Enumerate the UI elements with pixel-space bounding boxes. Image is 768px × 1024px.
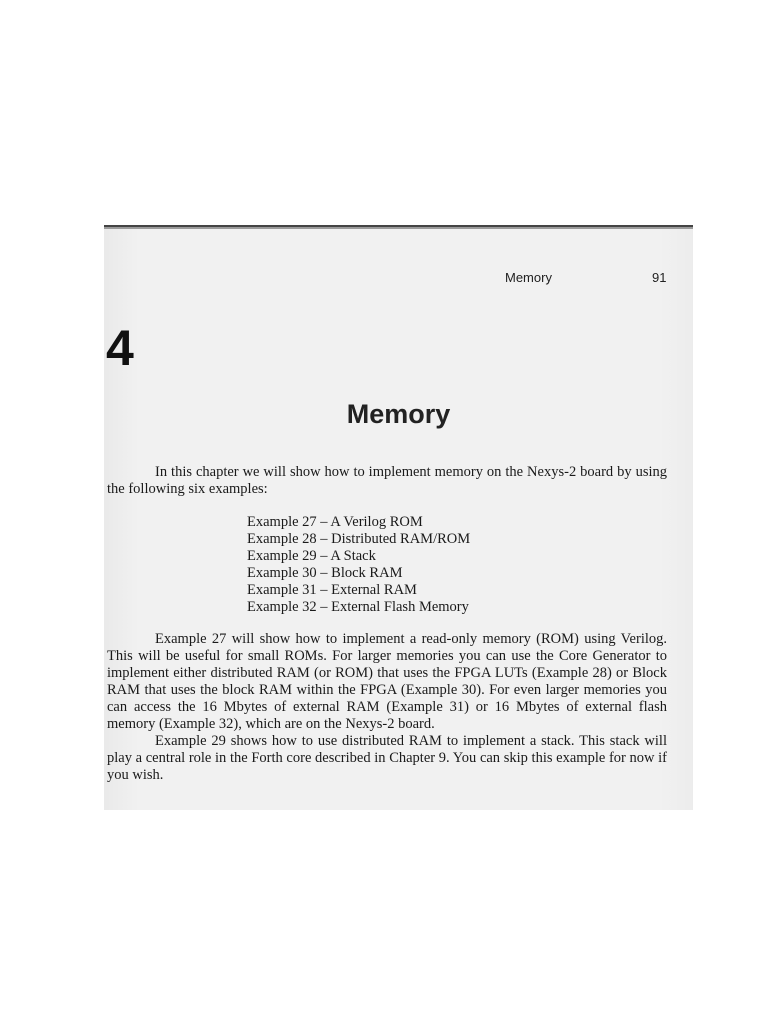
example-list [247,514,470,616]
list-item: Example 27 – A Verilog ROM [247,514,423,530]
body-paragraph: Example 29 shows how to use distributed RAM to implement a stack. This stack will play a central role in the Forth core described in Chapter 9. You can skip this example for now if you wish. [107,733,667,783]
chapter-number: 4 [106,320,134,376]
running-head-title: Memory [505,270,552,285]
intro-paragraph: In this chapter we will show how to implement memory on the Nexys-2 board by using the following six examples: [107,464,667,497]
top-rule [104,225,693,229]
list-item: Example 32 – External Flash Memory [247,599,469,615]
list-item: Example 31 – External RAM [247,582,417,598]
page-number: 91 [652,270,667,285]
list-item: Example 28 – Distributed RAM/ROM [247,531,471,547]
body-paragraph: Example 27 will show how to implement a read-only memory (ROM) using Verilog. This will be useful for small ROMs. For larger memories you can use the Core Generator to implement either distributed RAM (or ROM) that uses the FPGA LUTs (Example 28) or Block RAM that uses the block RAM within the FPGA (Example 30). For even larger memories you can access the 16 Mbytes of external RAM (Example 31) or 16 Mbytes of external flash memory (Example 32), which are on the Nexys-2 board. [107,631,667,732]
list-item: Example 29 – A Stack [247,548,376,564]
list-item: Example 30 – Block RAM [247,565,403,581]
chapter-title: Memory [346,399,451,429]
